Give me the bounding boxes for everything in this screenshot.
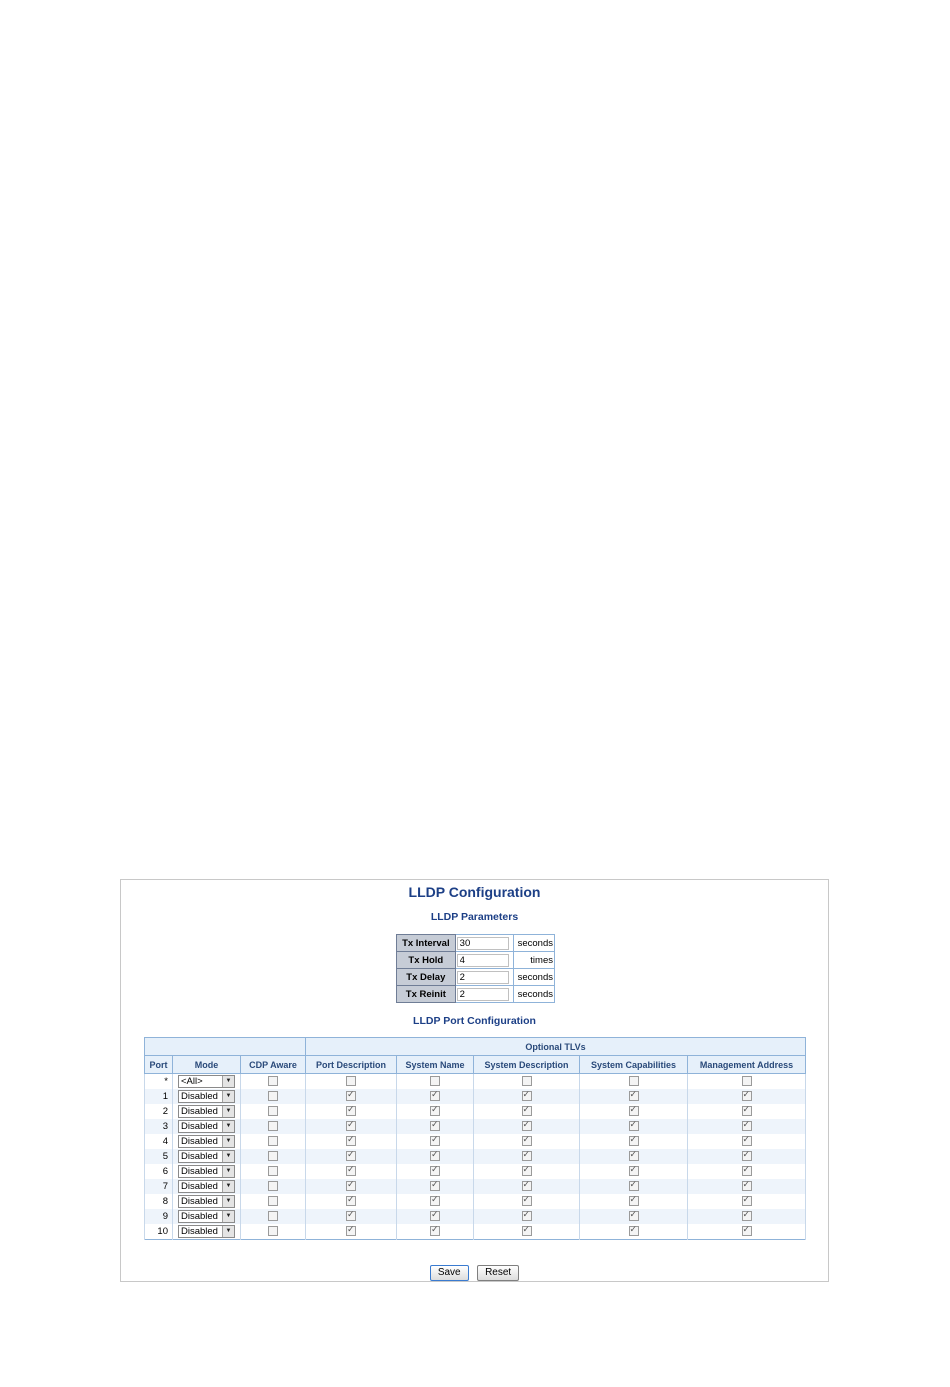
tx-reinit-input[interactable] <box>457 988 509 1001</box>
col-header-system-capabilities: System Capabilities <box>580 1056 688 1074</box>
table-row <box>145 1149 806 1164</box>
optional-tlvs-header: Optional TLVs <box>306 1038 806 1056</box>
port-description-checkbox[interactable] <box>346 1226 356 1236</box>
table-row <box>145 1209 806 1224</box>
chevron-down-icon: ▼ <box>222 1076 234 1087</box>
port-description-checkbox[interactable] <box>346 1151 356 1161</box>
management-address-checkbox[interactable] <box>742 1196 752 1206</box>
tx-delay-label: Tx Delay <box>397 969 456 986</box>
page-title: LLDP Configuration <box>408 884 541 900</box>
system-capabilities-checkbox[interactable] <box>629 1076 639 1086</box>
system-description-checkbox[interactable] <box>522 1166 532 1176</box>
cdp-aware-checkbox[interactable] <box>268 1121 278 1131</box>
system-name-checkbox[interactable] <box>430 1166 440 1176</box>
chevron-down-icon: ▼ <box>222 1106 234 1117</box>
port-number: 10 <box>145 1224 173 1240</box>
mode-select[interactable] <box>178 1075 235 1088</box>
table-row <box>145 1194 806 1209</box>
chevron-down-icon: ▼ <box>222 1196 234 1207</box>
management-address-checkbox[interactable] <box>742 1121 752 1131</box>
system-name-checkbox[interactable] <box>430 1136 440 1146</box>
port-number: 3 <box>145 1119 173 1134</box>
port-number: 6 <box>145 1164 173 1179</box>
management-address-checkbox[interactable] <box>742 1136 752 1146</box>
col-header-system-description: System Description <box>474 1056 580 1074</box>
tx-reinit-label: Tx Reinit <box>397 986 456 1003</box>
save-button[interactable]: Save <box>430 1265 469 1281</box>
reset-button[interactable]: Reset <box>477 1265 519 1281</box>
port-description-checkbox[interactable] <box>346 1196 356 1206</box>
port-description-checkbox[interactable] <box>346 1181 356 1191</box>
tx-delay-input[interactable] <box>457 971 509 984</box>
mode-select[interactable] <box>178 1180 235 1193</box>
management-address-checkbox[interactable] <box>742 1226 752 1236</box>
table-row <box>145 1179 806 1194</box>
col-header-cdp-aware: CDP Aware <box>241 1056 306 1074</box>
cdp-aware-checkbox[interactable] <box>268 1076 278 1086</box>
port-description-checkbox[interactable] <box>346 1091 356 1101</box>
table-row <box>145 1104 806 1119</box>
system-description-checkbox[interactable] <box>522 1226 532 1236</box>
table-row <box>145 1134 806 1149</box>
system-capabilities-checkbox[interactable] <box>629 1106 639 1116</box>
system-description-checkbox[interactable] <box>522 1211 532 1221</box>
param-row-tx-reinit <box>397 986 555 1003</box>
cdp-aware-checkbox[interactable] <box>268 1181 278 1191</box>
port-number: 9 <box>145 1209 173 1224</box>
tx-interval-label: Tx Interval <box>397 935 456 952</box>
system-name-checkbox[interactable] <box>430 1211 440 1221</box>
chevron-down-icon: ▼ <box>222 1091 234 1102</box>
mode-select[interactable] <box>178 1120 235 1133</box>
params-section-title: LLDP Parameters <box>430 911 519 923</box>
tx-hold-unit: times <box>514 952 555 969</box>
port-description-checkbox[interactable] <box>346 1136 356 1146</box>
cdp-aware-checkbox[interactable] <box>268 1151 278 1161</box>
mode-select[interactable] <box>178 1210 235 1223</box>
system-capabilities-checkbox[interactable] <box>629 1226 639 1236</box>
mode-select-value: Disabled <box>181 1151 218 1162</box>
mode-select[interactable] <box>178 1105 235 1118</box>
system-name-checkbox[interactable] <box>430 1151 440 1161</box>
mode-select-value: Disabled <box>181 1211 218 1222</box>
system-capabilities-checkbox[interactable] <box>629 1091 639 1101</box>
mode-select-value: Disabled <box>181 1226 218 1237</box>
chevron-down-icon: ▼ <box>222 1136 234 1147</box>
param-row-tx-interval <box>397 935 555 952</box>
ports-section-title: LLDP Port Configuration <box>413 1015 536 1027</box>
management-address-checkbox[interactable] <box>742 1166 752 1176</box>
chevron-down-icon: ▼ <box>222 1181 234 1192</box>
management-address-checkbox[interactable] <box>742 1091 752 1101</box>
mode-select[interactable] <box>178 1135 235 1148</box>
system-capabilities-checkbox[interactable] <box>629 1166 639 1176</box>
system-capabilities-checkbox[interactable] <box>629 1181 639 1191</box>
system-name-checkbox[interactable] <box>430 1076 440 1086</box>
mode-select[interactable] <box>178 1090 235 1103</box>
param-row-tx-hold <box>397 952 555 969</box>
port-description-checkbox[interactable] <box>346 1166 356 1176</box>
system-name-checkbox[interactable] <box>430 1196 440 1206</box>
port-number: * <box>145 1074 173 1090</box>
system-description-checkbox[interactable] <box>522 1196 532 1206</box>
mode-select-value: Disabled <box>181 1136 218 1147</box>
chevron-down-icon: ▼ <box>222 1166 234 1177</box>
mode-select[interactable] <box>178 1165 235 1178</box>
tx-interval-input[interactable] <box>457 937 509 950</box>
port-number: 4 <box>145 1134 173 1149</box>
port-number: 7 <box>145 1179 173 1194</box>
port-number: 2 <box>145 1104 173 1119</box>
system-description-checkbox[interactable] <box>522 1151 532 1161</box>
col-header-system-name: System Name <box>397 1056 474 1074</box>
system-capabilities-checkbox[interactable] <box>629 1211 639 1221</box>
cdp-aware-checkbox[interactable] <box>268 1166 278 1176</box>
port-number: 1 <box>145 1089 173 1104</box>
management-address-checkbox[interactable] <box>742 1076 752 1086</box>
chevron-down-icon: ▼ <box>222 1211 234 1222</box>
cdp-aware-checkbox[interactable] <box>268 1106 278 1116</box>
system-capabilities-checkbox[interactable] <box>629 1151 639 1161</box>
mode-select-value: Disabled <box>181 1091 218 1102</box>
col-header-management-address: Management Address <box>688 1056 806 1074</box>
blank-group-header <box>145 1038 306 1056</box>
management-address-checkbox[interactable] <box>742 1106 752 1116</box>
port-description-checkbox[interactable] <box>346 1121 356 1131</box>
mode-select-value: Disabled <box>181 1196 218 1207</box>
system-capabilities-checkbox[interactable] <box>629 1121 639 1131</box>
cdp-aware-checkbox[interactable] <box>268 1226 278 1236</box>
mode-select-value: <All> <box>181 1076 203 1087</box>
port-description-checkbox[interactable] <box>346 1211 356 1221</box>
system-description-checkbox[interactable] <box>522 1091 532 1101</box>
col-header-mode: Mode <box>173 1056 241 1074</box>
mode-select[interactable] <box>178 1225 235 1238</box>
tx-hold-input[interactable] <box>457 954 509 967</box>
system-name-checkbox[interactable] <box>430 1106 440 1116</box>
port-number: 5 <box>145 1149 173 1164</box>
lldp-parameters-table <box>396 934 555 1003</box>
tx-interval-unit: seconds <box>514 935 555 952</box>
mode-select[interactable] <box>178 1150 235 1163</box>
button-bar <box>121 1262 828 1281</box>
mode-select-value: Disabled <box>181 1181 218 1192</box>
system-description-checkbox[interactable] <box>522 1136 532 1146</box>
lldp-port-table <box>144 1037 806 1240</box>
chevron-down-icon: ▼ <box>222 1121 234 1132</box>
system-description-checkbox[interactable] <box>522 1121 532 1131</box>
mode-select-value: Disabled <box>181 1121 218 1132</box>
system-description-checkbox[interactable] <box>522 1181 532 1191</box>
tx-hold-label: Tx Hold <box>397 952 456 969</box>
system-capabilities-checkbox[interactable] <box>629 1196 639 1206</box>
port-description-checkbox[interactable] <box>346 1106 356 1116</box>
mode-select[interactable] <box>178 1195 235 1208</box>
cdp-aware-checkbox[interactable] <box>268 1091 278 1101</box>
management-address-checkbox[interactable] <box>742 1181 752 1191</box>
table-row <box>145 1074 806 1090</box>
table-row <box>145 1089 806 1104</box>
system-description-checkbox[interactable] <box>522 1106 532 1116</box>
table-row <box>145 1224 806 1240</box>
system-name-checkbox[interactable] <box>430 1091 440 1101</box>
chevron-down-icon: ▼ <box>222 1151 234 1162</box>
col-header-port: Port <box>145 1056 173 1074</box>
system-name-checkbox[interactable] <box>430 1121 440 1131</box>
cdp-aware-checkbox[interactable] <box>268 1211 278 1221</box>
table-row <box>145 1119 806 1134</box>
col-header-port-description: Port Description <box>306 1056 397 1074</box>
chevron-down-icon: ▼ <box>222 1226 234 1237</box>
param-row-tx-delay <box>397 969 555 986</box>
tx-delay-unit: seconds <box>514 969 555 986</box>
tx-reinit-unit: seconds <box>514 986 555 1003</box>
system-capabilities-checkbox[interactable] <box>629 1136 639 1146</box>
system-name-checkbox[interactable] <box>430 1181 440 1191</box>
management-address-checkbox[interactable] <box>742 1211 752 1221</box>
table-row <box>145 1164 806 1179</box>
system-description-checkbox[interactable] <box>522 1076 532 1086</box>
management-address-checkbox[interactable] <box>742 1151 752 1161</box>
port-number: 8 <box>145 1194 173 1209</box>
cdp-aware-checkbox[interactable] <box>268 1136 278 1146</box>
lldp-configuration-panel <box>120 879 829 1282</box>
port-description-checkbox[interactable] <box>346 1076 356 1086</box>
mode-select-value: Disabled <box>181 1166 218 1177</box>
system-name-checkbox[interactable] <box>430 1226 440 1236</box>
cdp-aware-checkbox[interactable] <box>268 1196 278 1206</box>
mode-select-value: Disabled <box>181 1106 218 1117</box>
